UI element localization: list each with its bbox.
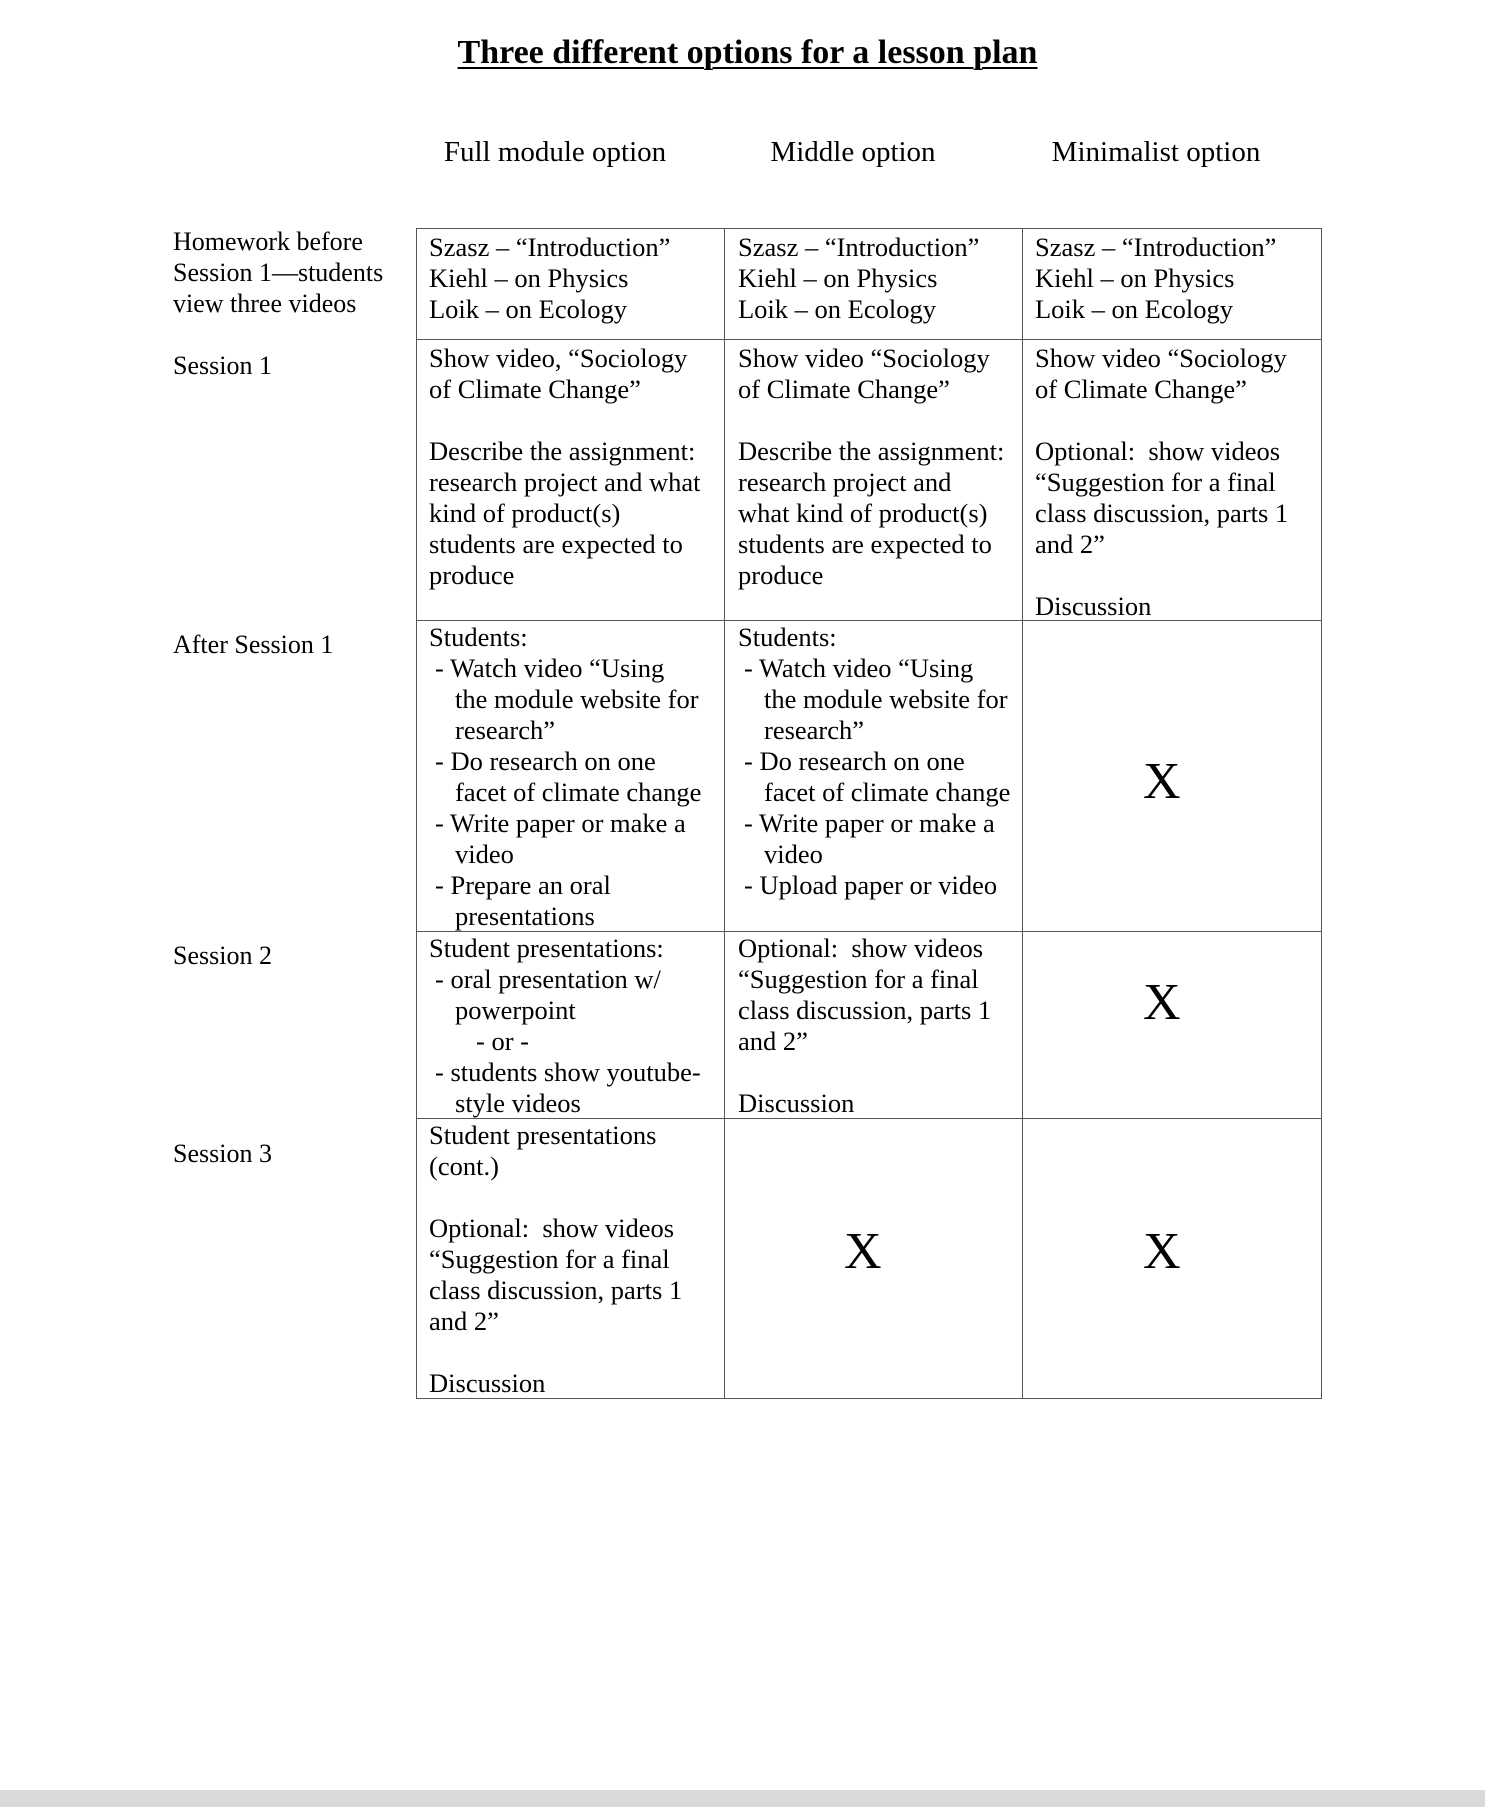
cell-text: Optional: show videos — [738, 933, 984, 963]
cell-text: - or - — [476, 1026, 529, 1056]
cell-text: Loik – on Ecology — [429, 294, 627, 324]
cell-text: class discussion, parts 1 — [738, 995, 992, 1025]
column-header-middle: Middle option — [770, 136, 936, 168]
table-cell-session1-middle — [738, 343, 1028, 591]
table-cell-session3-full — [429, 1120, 724, 1399]
cell-text: and 2” — [738, 1026, 808, 1056]
cell-text: Discussion — [738, 1088, 855, 1118]
list-item: - Do research on one facet of climate change — [435, 746, 702, 807]
cell-text: research project and what — [429, 467, 701, 497]
table-cell-session1-minimalist — [1035, 343, 1325, 622]
page-title: Three different options for a lesson plan — [457, 34, 1038, 71]
table-cell-session2-full — [429, 933, 724, 1119]
not-applicable-mark: X — [1143, 753, 1181, 810]
list-item: - students show youtube- style videos — [435, 1057, 701, 1118]
cell-text: and 2” — [1035, 529, 1105, 559]
cell-text: students are expected to — [738, 529, 992, 559]
cell-text: Szasz – “Introduction” — [1035, 232, 1277, 262]
cell-text: class discussion, parts 1 — [1035, 498, 1289, 528]
row-label-homework-line: Homework before — [173, 227, 363, 256]
column-header-minimalist: Minimalist option — [1051, 136, 1261, 168]
not-applicable-mark: X — [1143, 974, 1181, 1031]
cell-text: Discussion — [1035, 591, 1152, 621]
cell-text: “Suggestion for a final — [1035, 467, 1276, 497]
list-item: - Upload paper or video — [744, 870, 998, 900]
row-label-session-2: Session 2 — [173, 941, 272, 970]
row-label-homework — [173, 226, 413, 319]
cell-text: Kiehl – on Physics — [429, 263, 629, 293]
list-item: - Watch video “Using the module website for research” — [435, 653, 699, 745]
cell-text: Describe the assignment: — [738, 436, 1005, 466]
viewer-bottom-scrollbar[interactable] — [0, 1790, 1485, 1807]
row-label-after-session-1: After Session 1 — [173, 630, 334, 659]
not-applicable-mark: X — [844, 1223, 882, 1280]
cell-text: Szasz – “Introduction” — [429, 232, 671, 262]
column-header-full: Full module option — [443, 136, 667, 168]
list-item: - oral presentation w/ powerpoint — [435, 964, 661, 1025]
list-item: - Prepare an oral presentations — [435, 870, 611, 931]
list-item: - Do research on one facet of climate change — [744, 746, 1011, 807]
cell-text: Optional: show videos — [1035, 436, 1281, 466]
row-divider — [417, 339, 1321, 340]
row-label-homework-line: Session 1—students — [173, 258, 384, 287]
cell-text: (cont.) — [429, 1151, 499, 1181]
row-label-session-1: Session 1 — [173, 351, 272, 380]
table-cell-after1-full — [429, 622, 724, 932]
cell-text: Describe the assignment: — [429, 436, 696, 466]
cell-text: Students: — [738, 622, 837, 652]
table-cell-session2-middle — [738, 933, 1028, 1119]
cell-text: Loik – on Ecology — [1035, 294, 1233, 324]
cell-text: produce — [738, 560, 824, 590]
not-applicable-mark: X — [1143, 1223, 1181, 1280]
table-cell-homework-minimalist — [1035, 232, 1325, 325]
cell-text: Student presentations — [429, 1120, 657, 1150]
cell-text: of Climate Change” — [738, 374, 950, 404]
lesson-plan-table — [416, 228, 1322, 1399]
cell-text: Student presentations: — [429, 933, 664, 963]
cell-text: and 2” — [429, 1306, 499, 1336]
table-cell-session1-full — [429, 343, 724, 591]
list-item: - Write paper or make a video — [744, 808, 995, 869]
cell-text: Szasz – “Introduction” — [738, 232, 980, 262]
cell-text: Show video “Sociology — [1035, 343, 1287, 373]
cell-text: kind of product(s) — [429, 498, 621, 528]
table-cell-homework-full — [429, 232, 719, 325]
table-cell-after1-middle — [738, 622, 1028, 901]
cell-text: “Suggestion for a final — [738, 964, 979, 994]
cell-text: Loik – on Ecology — [738, 294, 936, 324]
cell-text: Optional: show videos — [429, 1213, 675, 1243]
cell-text: students are expected to — [429, 529, 683, 559]
cell-text: Show video, “Sociology — [429, 343, 688, 373]
cell-text: “Suggestion for a final — [429, 1244, 670, 1274]
cell-text: class discussion, parts 1 — [429, 1275, 683, 1305]
cell-text: produce — [429, 560, 515, 590]
cell-text: Students: — [429, 622, 528, 652]
cell-text: Discussion — [429, 1368, 546, 1398]
cell-text: of Climate Change” — [429, 374, 641, 404]
table-cell-homework-middle — [738, 232, 1028, 325]
cell-text: Kiehl – on Physics — [1035, 263, 1235, 293]
cell-text: Kiehl – on Physics — [738, 263, 938, 293]
column-divider — [724, 229, 725, 1398]
cell-text: Show video “Sociology — [738, 343, 990, 373]
cell-text: research project and — [738, 467, 952, 497]
row-label-homework-line: view three videos — [173, 289, 357, 318]
list-item: - Watch video “Using the module website for research” — [744, 653, 1008, 745]
cell-text: of Climate Change” — [1035, 374, 1247, 404]
row-label-session-3: Session 3 — [173, 1139, 272, 1168]
cell-text: what kind of product(s) — [738, 498, 988, 528]
list-item: - Write paper or make a video — [435, 808, 686, 869]
